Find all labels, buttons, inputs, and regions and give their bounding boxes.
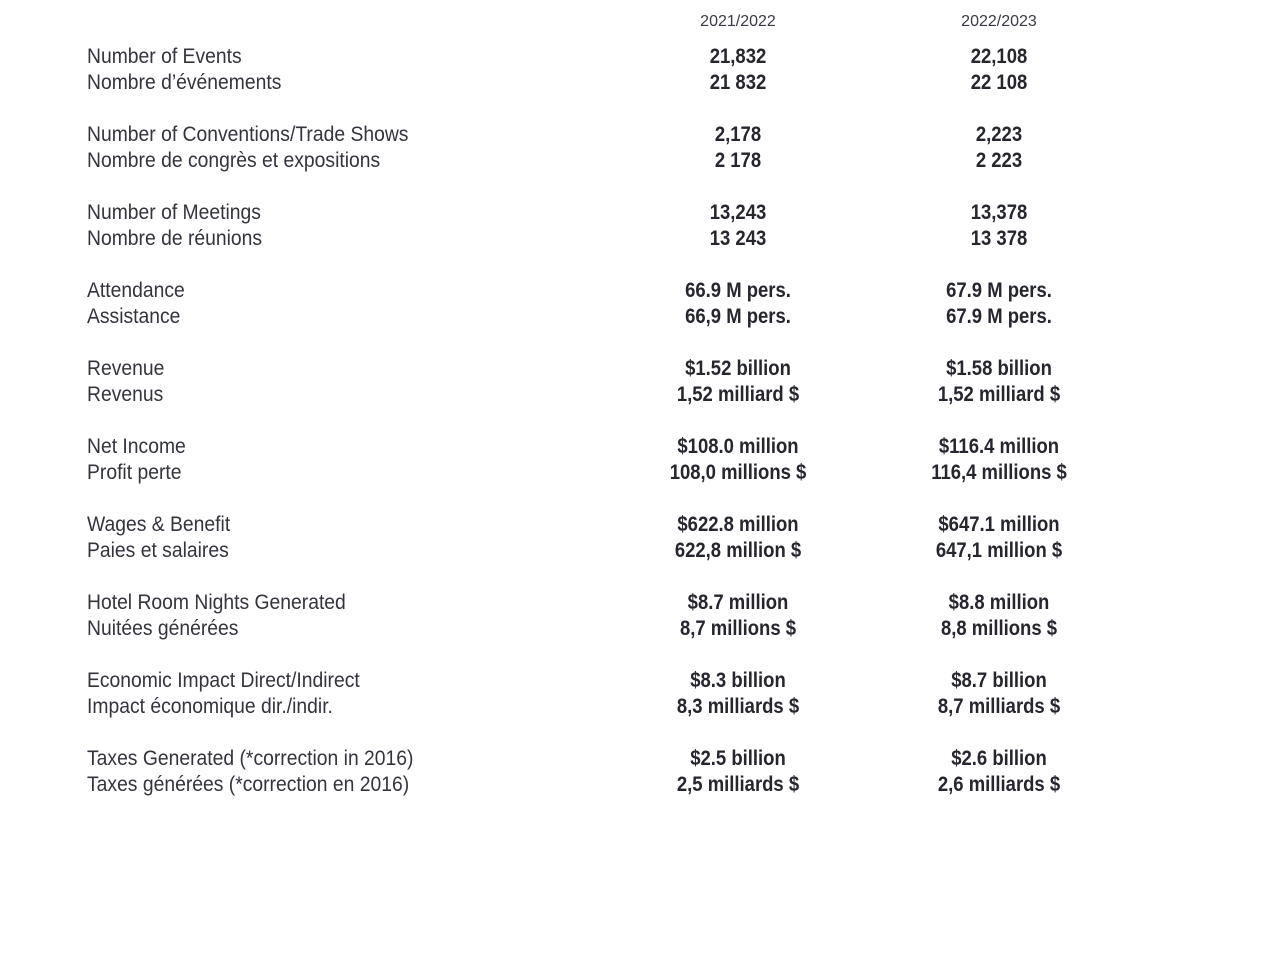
row-label-fr: Profit perte	[87, 461, 182, 484]
value-2022-2023-en: $116.4 million	[938, 435, 1060, 458]
table-row	[0, 44, 1280, 122]
value-2022-2023-en: 2,223	[975, 123, 1023, 146]
value-2022-2023-en: 22,108	[970, 45, 1028, 68]
row-label-en: Hotel Room Nights Generated	[87, 591, 346, 614]
value-2022-2023-en: $647.1 million	[938, 513, 1060, 536]
row-label-fr: Assistance	[87, 305, 181, 328]
value-2021-2022-en: 13,243	[709, 201, 767, 224]
value-2022-2023-fr: 116,4 millions $	[931, 461, 1067, 484]
value-2021-2022-fr: 8,7 millions $	[679, 617, 797, 640]
value-2022-2023-fr: 22 108	[970, 71, 1028, 94]
value-2022-2023-en: $8.8 million	[948, 591, 1050, 614]
table-row	[0, 434, 1280, 512]
row-label-fr: Nombre d’événements	[87, 71, 282, 94]
table-row	[0, 122, 1280, 200]
table-row	[0, 746, 1280, 824]
value-2022-2023-fr: 8,8 millions $	[940, 617, 1058, 640]
row-label-en: Net Income	[87, 435, 186, 458]
table-row	[0, 590, 1280, 668]
row-label-en: Attendance	[87, 279, 185, 302]
row-label-fr: Impact économique dir./indir.	[87, 695, 333, 718]
row-label-en: Revenue	[87, 357, 165, 380]
value-2021-2022-fr: 108,0 millions $	[669, 461, 807, 484]
table-row	[0, 200, 1280, 278]
value-2021-2022-fr: 622,8 million $	[674, 539, 802, 562]
table-row	[0, 668, 1280, 746]
value-2021-2022-en: $1.52 billion	[685, 357, 791, 380]
statistics-table	[0, 44, 1280, 824]
row-label-fr: Nombre de réunions	[87, 227, 263, 250]
row-label-fr: Paies et salaires	[87, 539, 229, 562]
column-header-2021-2022: 2021/2022	[700, 13, 776, 30]
value-2022-2023-fr: 2,6 milliards $	[937, 773, 1061, 796]
value-2021-2022-en: $8.7 million	[687, 591, 789, 614]
value-2021-2022-en: 2,178	[714, 123, 762, 146]
value-2021-2022-fr: 2,5 milliards $	[676, 773, 800, 796]
value-2022-2023-fr: 1,52 milliard $	[937, 383, 1061, 406]
row-label-en: Taxes Generated (*correction in 2016)	[87, 747, 414, 770]
value-2021-2022-fr: 8,3 milliards $	[676, 695, 800, 718]
value-2021-2022-fr: 2 178	[714, 149, 762, 172]
row-label-fr: Taxes générées (*correction en 2016)	[87, 773, 410, 796]
value-2021-2022-fr: 1,52 milliard $	[676, 383, 800, 406]
value-2021-2022-fr: 13 243	[709, 227, 767, 250]
row-label-fr: Nombre de congrès et expositions	[87, 149, 381, 172]
row-label-en: Number of Meetings	[87, 201, 261, 224]
value-2022-2023-en: $8.7 billion	[951, 669, 1047, 692]
value-2021-2022-en: 66.9 M pers.	[685, 279, 791, 302]
table-row	[0, 512, 1280, 590]
table-row	[0, 356, 1280, 434]
row-label-fr: Revenus	[87, 383, 164, 406]
value-2022-2023-en: 13,378	[970, 201, 1028, 224]
value-2021-2022-en: $2.5 billion	[690, 747, 786, 770]
value-2021-2022-fr: 21 832	[709, 71, 767, 94]
value-2022-2023-fr: 2 223	[975, 149, 1023, 172]
value-2022-2023-fr: 8,7 milliards $	[937, 695, 1061, 718]
row-label-en: Number of Events	[87, 45, 242, 68]
column-header-2022-2023: 2022/2023	[961, 13, 1037, 30]
row-label-en: Economic Impact Direct/Indirect	[87, 669, 360, 692]
value-2022-2023-fr: 13 378	[970, 227, 1028, 250]
table-row	[0, 278, 1280, 356]
value-2022-2023-fr: 67.9 M pers.	[946, 305, 1052, 328]
value-2022-2023-en: $1.58 billion	[946, 357, 1052, 380]
row-label-fr: Nuitées générées	[87, 617, 239, 640]
value-2021-2022-en: $108.0 million	[677, 435, 799, 458]
value-2021-2022-fr: 66,9 M pers.	[685, 305, 791, 328]
row-label-en: Wages & Benefit	[87, 513, 231, 536]
value-2022-2023-en: 67.9 M pers.	[946, 279, 1052, 302]
value-2022-2023-en: $2.6 billion	[951, 747, 1047, 770]
value-2021-2022-en: 21,832	[709, 45, 767, 68]
value-2021-2022-en: $622.8 million	[677, 513, 799, 536]
row-label-en: Number of Conventions/Trade Shows	[87, 123, 409, 146]
value-2021-2022-en: $8.3 billion	[690, 669, 786, 692]
value-2022-2023-fr: 647,1 million $	[935, 539, 1063, 562]
